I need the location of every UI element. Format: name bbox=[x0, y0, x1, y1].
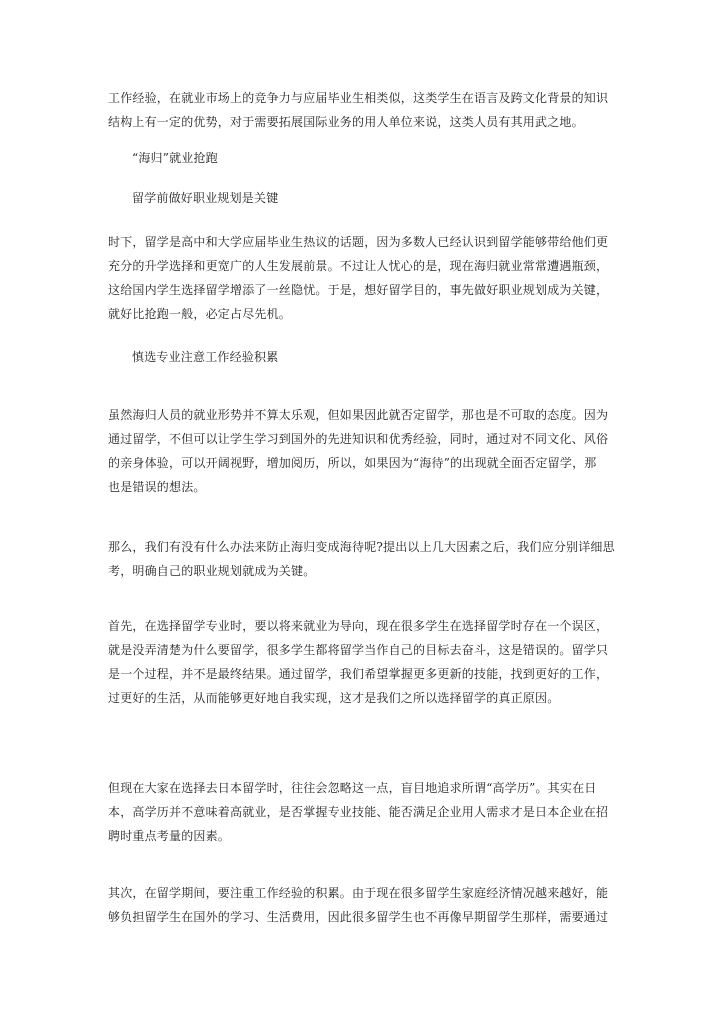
text-line: 其次，在留学期间，要注重工作经验的积累。由于现在很多留学生家庭经济情况越来越好，能 bbox=[108, 886, 609, 900]
paragraph bbox=[108, 403, 623, 499]
paragraph bbox=[108, 614, 623, 710]
text-line: 通过留学，不但可以让学生学习到国外的先进知识和优秀经验，同时，通过对不同文化、风俗 bbox=[108, 432, 609, 446]
text-line: 就好比抢跑一般，必定占尽先机。 bbox=[108, 307, 292, 321]
text-line: 聘时重点考量的因素。 bbox=[108, 829, 231, 843]
paragraph bbox=[108, 881, 623, 929]
section-heading bbox=[132, 345, 612, 369]
text-line: 够负担留学生在国外的学习、生活费用，因此很多留学生也不再像早期留学生那样，需要通过 bbox=[108, 910, 609, 924]
text-line: 过更好的生活，从而能够更好地自我实现，这才是我们之所以选择留学的真正原因。 bbox=[108, 691, 560, 705]
section-heading bbox=[132, 146, 612, 170]
text-line: 结构上有一定的优势，对于需要拓展国际业务的用人单位来说，这类人员有其用武之地。 bbox=[108, 115, 584, 129]
text-line: 首先，在选择留学专业时，要以将来就业为导向，现在很多学生在选择留学时存在一个误区， bbox=[108, 619, 609, 633]
section-heading bbox=[132, 186, 612, 210]
text-line: 是一个过程，并不是最终结果。通过留学，我们希望掌握更多更新的技能，找到更好的工作， bbox=[108, 667, 609, 681]
paragraph bbox=[108, 230, 623, 326]
text-line: 这给国内学生选择留学增添了一丝隐忧。于是，想好留学目的，事先做好职业规划成为关键， bbox=[108, 283, 609, 297]
text-line: 那么，我们有没有什么办法来防止海归变成海待呢?提出以上几大因素之后，我们应分别详细思 bbox=[108, 540, 615, 554]
text-line: 慎选专业注意工作经验积累 bbox=[132, 350, 279, 364]
text-line: 充分的升学选择和更宽广的人生发展前景。不过让人忧心的是，现在海归就业常常遭遇瓶颈， bbox=[108, 259, 609, 273]
text-line: 本，高学历并不意味着高就业，是否掌握专业技能、能否满足企业用人需求才是日本企业在招 bbox=[108, 805, 609, 819]
text-line: 的亲身体验，可以开阔视野，增加阅历，所以，如果因为“海待”的出现就全面否定留学，那 bbox=[108, 456, 597, 470]
paragraph bbox=[108, 86, 623, 134]
text-line: 但现在大家在选择去日本留学时，往往会忽略这一点，盲目地追求所谓“高学历”。其实在日 bbox=[108, 781, 597, 795]
text-line: 考，明确自己的职业规划就成为关键。 bbox=[108, 564, 316, 578]
text-line: 就是没弄清楚为什么要留学，很多学生都将留学当作自己的目标去奋斗，这是错误的。留学只 bbox=[108, 643, 609, 657]
text-line: 留学前做好职业规划是关键 bbox=[132, 191, 279, 205]
text-line: 虽然海归人员的就业形势并不算太乐观，但如果因此就否定留学，那也是不可取的态度。因为 bbox=[108, 408, 609, 422]
text-line: 工作经验，在就业市场上的竞争力与应届毕业生相类似，这类学生在语言及跨文化背景的知识 bbox=[108, 91, 609, 105]
text-line: “海归”就业抢跑 bbox=[132, 151, 218, 165]
text-line: 也是错误的想法。 bbox=[108, 480, 206, 494]
text-line: 时下，留学是高中和大学应届毕业生热议的话题，因为多数人已经认识到留学能够带给他们更 bbox=[108, 235, 609, 249]
paragraph bbox=[108, 776, 623, 848]
paragraph bbox=[108, 535, 623, 583]
